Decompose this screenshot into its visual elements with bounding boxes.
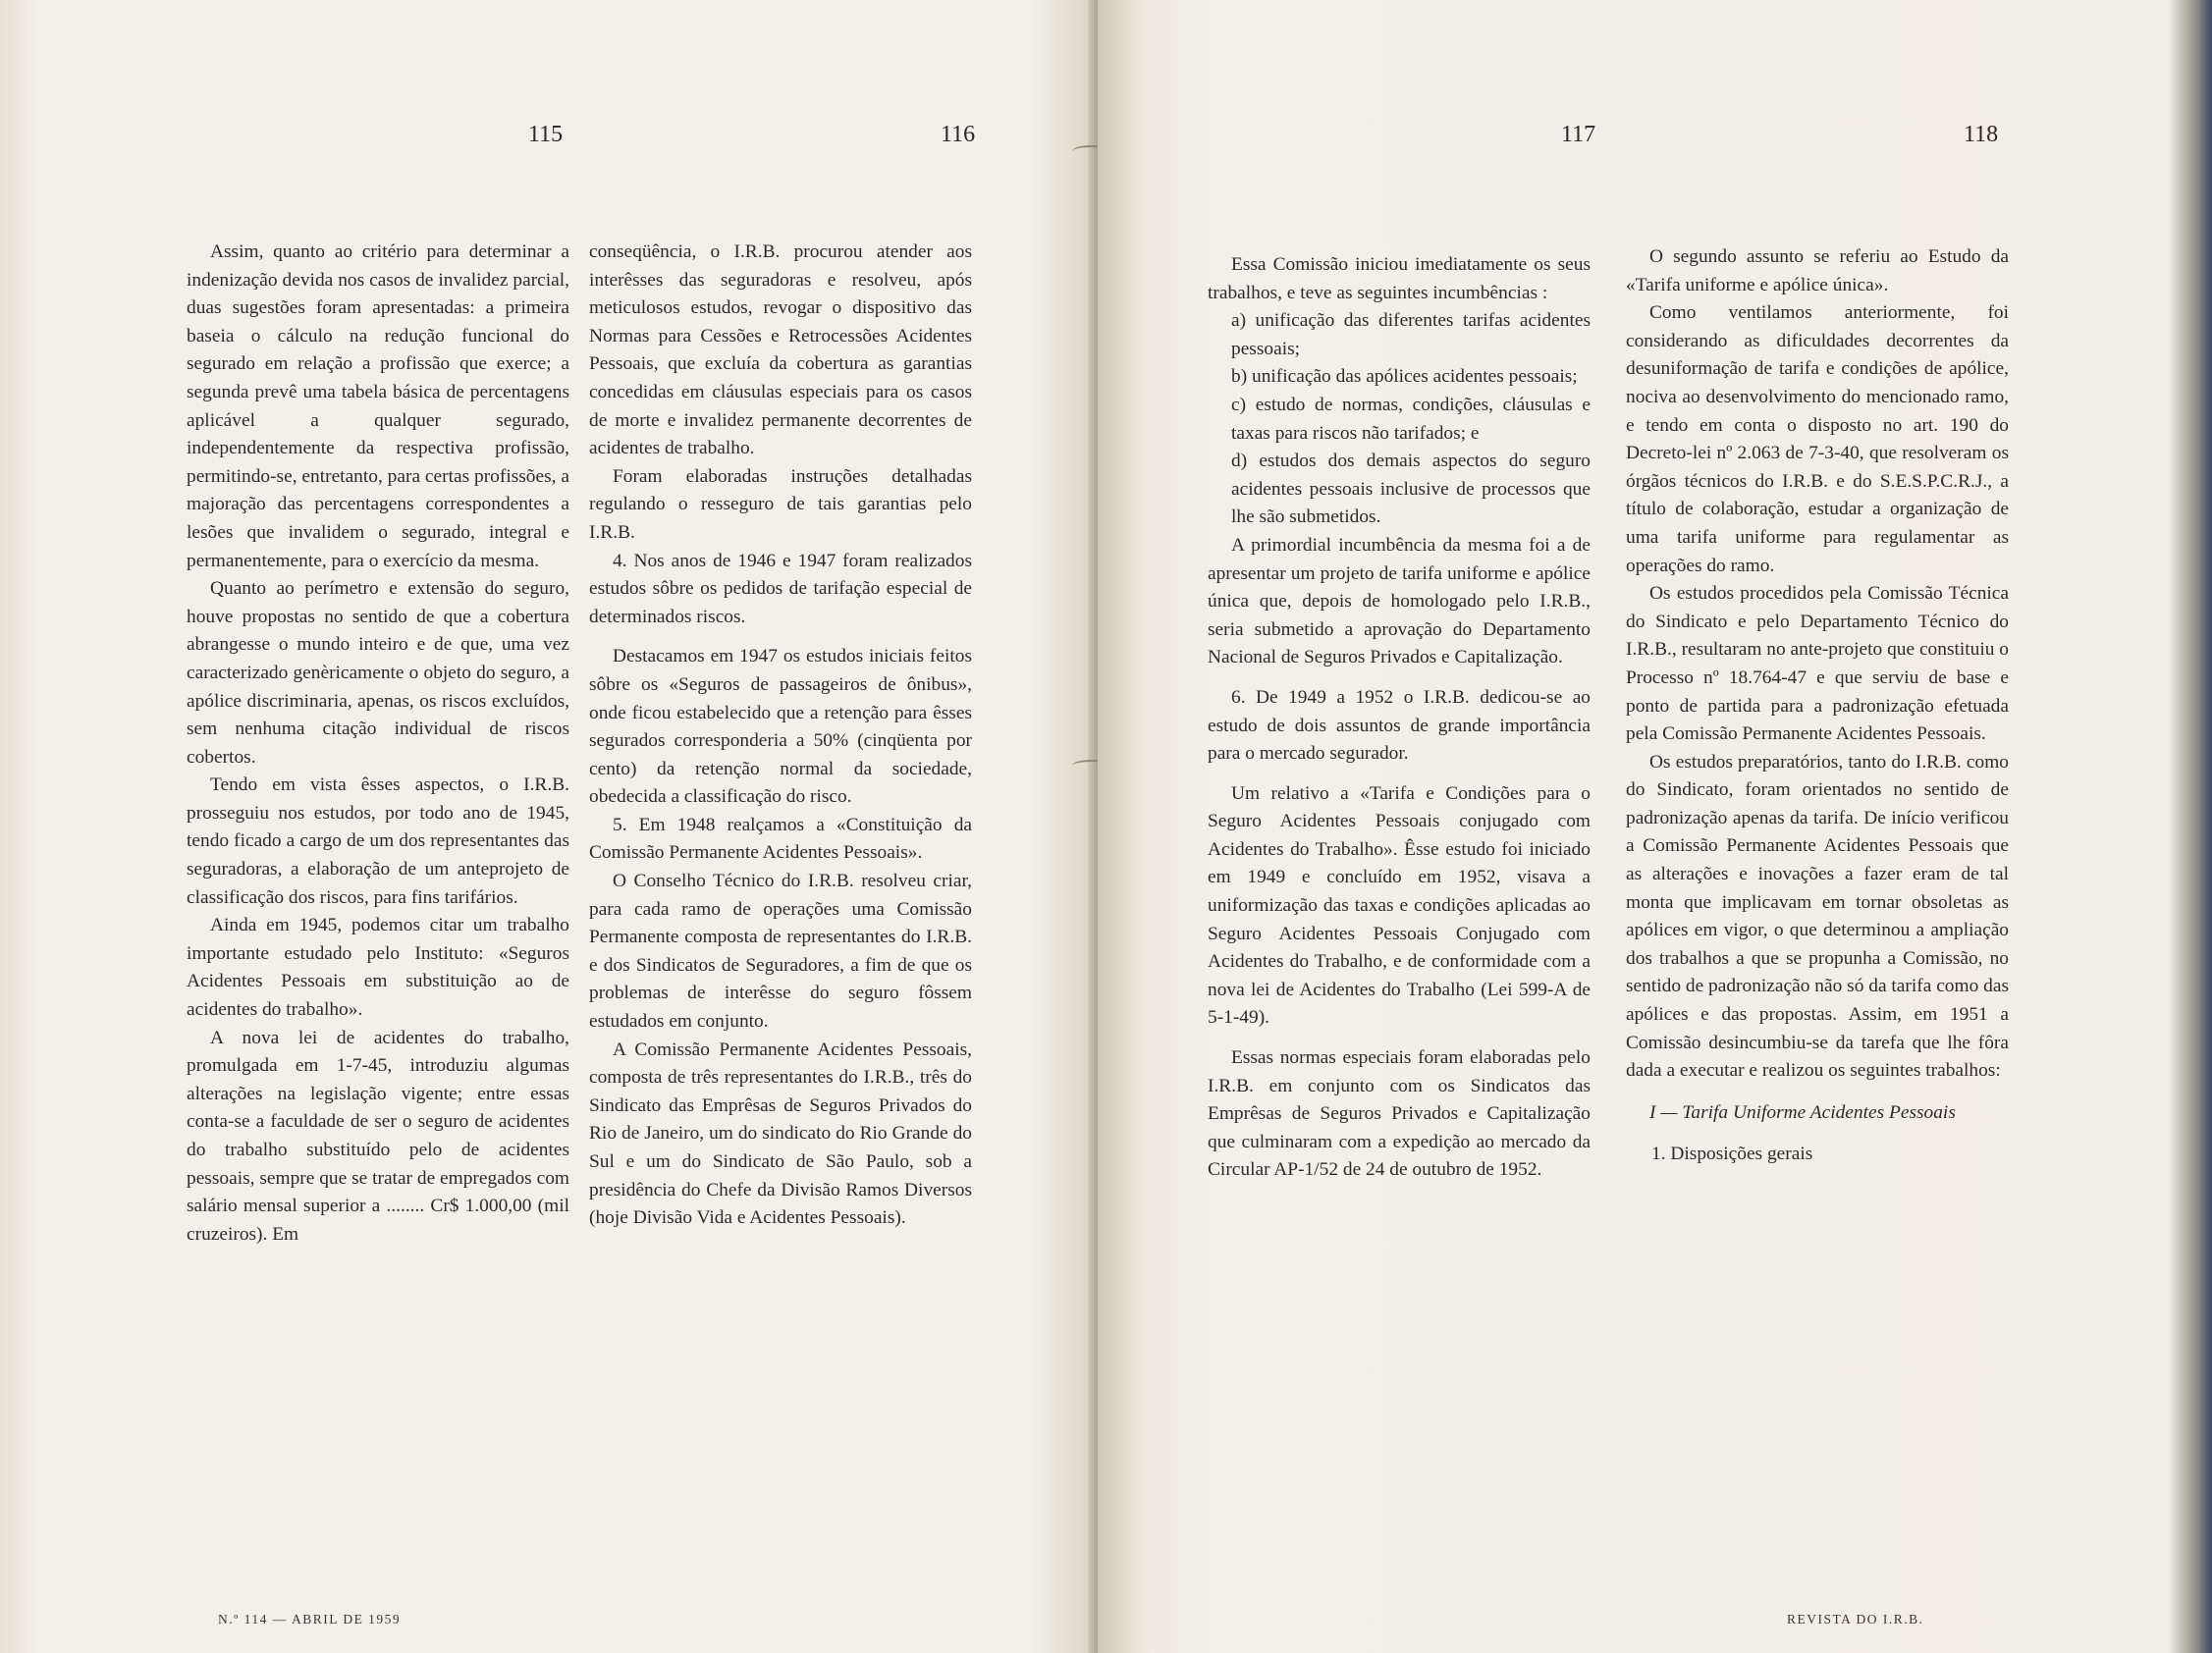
section-heading: I — Tarifa Uniforme Acidentes Pessoais <box>1649 1101 1956 1123</box>
page-number-117: 117 <box>1561 122 1596 147</box>
paragraph: Ainda em 1945, podemos citar um trabalho importante estudado pelo Instituto: «Seguros Acidentes Pessoais em substituição ao de acidentes do trabalho». <box>187 915 569 1021</box>
paragraph: Essas normas especiais foram elaboradas pelo I.R.B. em conjunto com os Sindicatos das Emprêsas de Seguros Privados e Capitalização que culminaram com a expedição ao mercado da Circular AP-1/52 de 24 de outubro de 1952. <box>1208 1047 1591 1181</box>
right-page <box>1098 0 2212 1653</box>
paragraph: 6. De 1949 a 1952 o I.R.B. dedicou-se ao estudo de dois assuntos de grande importância para o mercado segurador. <box>1208 686 1591 765</box>
footer-issue: N.º 114 — ABRIL DE 1959 <box>218 1612 402 1626</box>
paragraph: conseqüência, o I.R.B. procurou atender aos interêsses das seguradoras e resolveu, após meticulosos estudos, revogar o dispositivo das Normas para Cessões e Retrocessões Acidentes Pessoais, que excluía da cobertura as garantias concedidas em cláusulas especiais para os casos de morte e invalidez permanente decorrentes de acidentes de trabalho. <box>589 241 972 459</box>
paragraph: A Comissão Permanente Acidentes Pessoais, composta de três representantes do I.R.B., três do Sindicato das Emprêsas de Seguros Privados do Rio de Janeiro, um do sindicato do Rio Grande do Sul e um do Sindicato de São Paulo, sob a presidência do Chefe da Divisão Ramos Diversos (hoje Divisão Vida e Acidentes Pessoais). <box>589 1039 972 1229</box>
subsection-heading: 1. Disposições gerais <box>1651 1144 1813 1165</box>
page-number-115: 115 <box>528 122 564 147</box>
page-number-118: 118 <box>1964 122 1999 147</box>
list-item: d) estudos dos demais aspectos do seguro acidentes pessoais inclusive de processos que lhe são submetidos. <box>1231 451 1591 528</box>
list-item: a) unificação das diferentes tarifas acidentes pessoais; <box>1231 310 1591 359</box>
column-page-116 <box>589 239 972 1233</box>
paragraph: A primordial incumbência da mesma foi a de apresentar um projeto de tarifa uniforme e apólice única que, depois de homologado pelo I.R.B., seria submetido a aprovação do Departamento Nacional de Seguros Privados e Capitalização. <box>1208 534 1591 668</box>
paragraph: Destacamos em 1947 os estudos iniciais feitos sôbre os «Seguros de passageiros de ônibus», onde ficou estabelecido que a retenção para êsses segurados corresponderia a 50% (cinqüenta por cento) da retenção normal da sociedade, obedecida a classificação do risco. <box>589 646 972 808</box>
paragraph: O Conselho Técnico do I.R.B. resolveu criar, para cada ramo de operações uma Comissão Permanente composta de representantes do I.R.B. e dos Sindicatos de Seguradores, a fim de que os problemas de interêsse do seguro fôssem estudados em conjunto. <box>589 871 972 1033</box>
page-number-116: 116 <box>941 122 976 147</box>
left-page <box>0 0 1098 1653</box>
paragraph: Um relativo a «Tarifa e Condições para o Seguro Acidentes Pessoais conjugado com Acidentes do Trabalho». Êsse estudo foi iniciado em 1949 e concluído em 1952, visava a uniformização das taxas e condições aplicadas ao Seguro Acidentes Pessoais Conjugado com Acidentes do Trabalho, e de conformidade com a nova lei de Acidentes do Trabalho (Lei 599-A de 5-1-49). <box>1208 782 1591 1029</box>
column-page-117 <box>1208 251 1591 1185</box>
paragraph: Foram elaboradas instruções detalhadas regulando o resseguro de tais garantias pelo I.R.B. <box>589 465 972 543</box>
paragraph: Como ventilamos anteriormente, foi considerando as dificuldades decorrentes da desuniformação de tarifa e condições de apólice, nociva ao desenvolvimento do mencionado ramo, e tendo em conta o disposto no art. 190 do Decreto-lei nº 2.063 de 7-3-40, que resolveram os órgãos técnicos do I.R.B. e do S.E.S.P.C.R.J., a título de colaboração, estudar a organização de uma tarifa uniforme para regulamentar as operações do ramo. <box>1626 302 2009 576</box>
paragraph: Essa Comissão iniciou imediatamente os seus trabalhos, e teve as seguintes incumbências : <box>1208 254 1591 303</box>
paragraph: 5. Em 1948 realçamos a «Constituição da Comissão Permanente Acidentes Pessoais». <box>589 814 972 864</box>
column-page-115 <box>187 239 569 1249</box>
paragraph: Assim, quanto ao critério para determinar a indenização devida nos casos de invalidez parcial, duas sugestões foram apresentadas: a primeira baseia o cálculo na redução funcional do segurado em relação a profissão que exerce; a segunda prevê uma tabela básica de percentagens aplicável a qualquer segurado, independentemente da respectiva profissão, permitindo-se, entretanto, para certas profissões, a majoração das percentagens correspondentes a lesões que invalidem o segurado, integral e permanentemente, para o exercício da mesma. <box>187 241 569 571</box>
paragraph: Os estudos procedidos pela Comissão Técnica do Sindicato e pelo Departamento Técnico do I.R.B., resultaram no ante-projeto que constituiu o Processo nº 18.764-47 e que serviu de base e ponto de partida para a padronização efetuada pela Comissão Permanente Acidentes Pessoais. <box>1626 583 2009 745</box>
paragraph: O segundo assunto se referiu ao Estudo da «Tarifa uniforme e apólice única». <box>1626 246 2009 295</box>
paragraph: Tendo em vista êsses aspectos, o I.R.B. prosseguiu nos estudos, por todo ano de 1945, tendo ficado a cargo de um dos representantes das seguradoras, a elaboração de um anteprojeto de classificação dos riscos, para fins tarifários. <box>187 774 569 908</box>
paragraph: Quanto ao perímetro e extensão do seguro, houve propostas no sentido de que a cobertura abrangesse o mundo inteiro e de que, uma vez caracterizado genèricamente o objeto do seguro, a apólice discriminaria, apenas, os riscos excluídos, sem nenhuma citação individual de riscos cobertos. <box>187 578 569 768</box>
list-item: c) estudo de normas, condições, cláusulas e taxas para riscos não tarifados; e <box>1231 394 1591 444</box>
paragraph: 4. Nos anos de 1946 e 1947 foram realizados estudos sôbre os pedidos de tarifação especial de determinados riscos. <box>589 550 972 627</box>
paragraph: Os estudos preparatórios, tanto do I.R.B. como do Sindicato, foram orientados no sentido de padronização apenas da tarifa. De início verificou a Comissão Permanente Acidentes Pessoais que as alterações e inovações a fazer eram de tal monta que implicavam em tornar obsoletas as apólices em vigor, o que determinou a ampliação dos trabalhos a que se propunha a Comissão, no sentido de padronização não só da tarifa como das apólices e das propostas. Assim, em 1951 a Comissão desincumbiu-se da tarefa que lhe fôra dada a executar e realizou os seguintes trabalhos: <box>1626 751 2009 1082</box>
paragraph: A nova lei de acidentes do trabalho, promulgada em 1-7-45, introduziu algumas alterações na legislação vigente; entre essas conta-se a faculdade de ser o seguro de acidentes do trabalho substituído pelo de acidentes pessoais, sempre que se tratar de empregados com salário mensal superior a ........ Cr$ 1.000,00 (mil cruzeiros). Em <box>187 1027 569 1245</box>
footer-journal: REVISTA DO I.R.B. <box>1787 1612 1924 1626</box>
column-page-118 <box>1626 243 2009 1169</box>
list-item: b) unificação das apólices acidentes pessoais; <box>1231 366 1578 388</box>
